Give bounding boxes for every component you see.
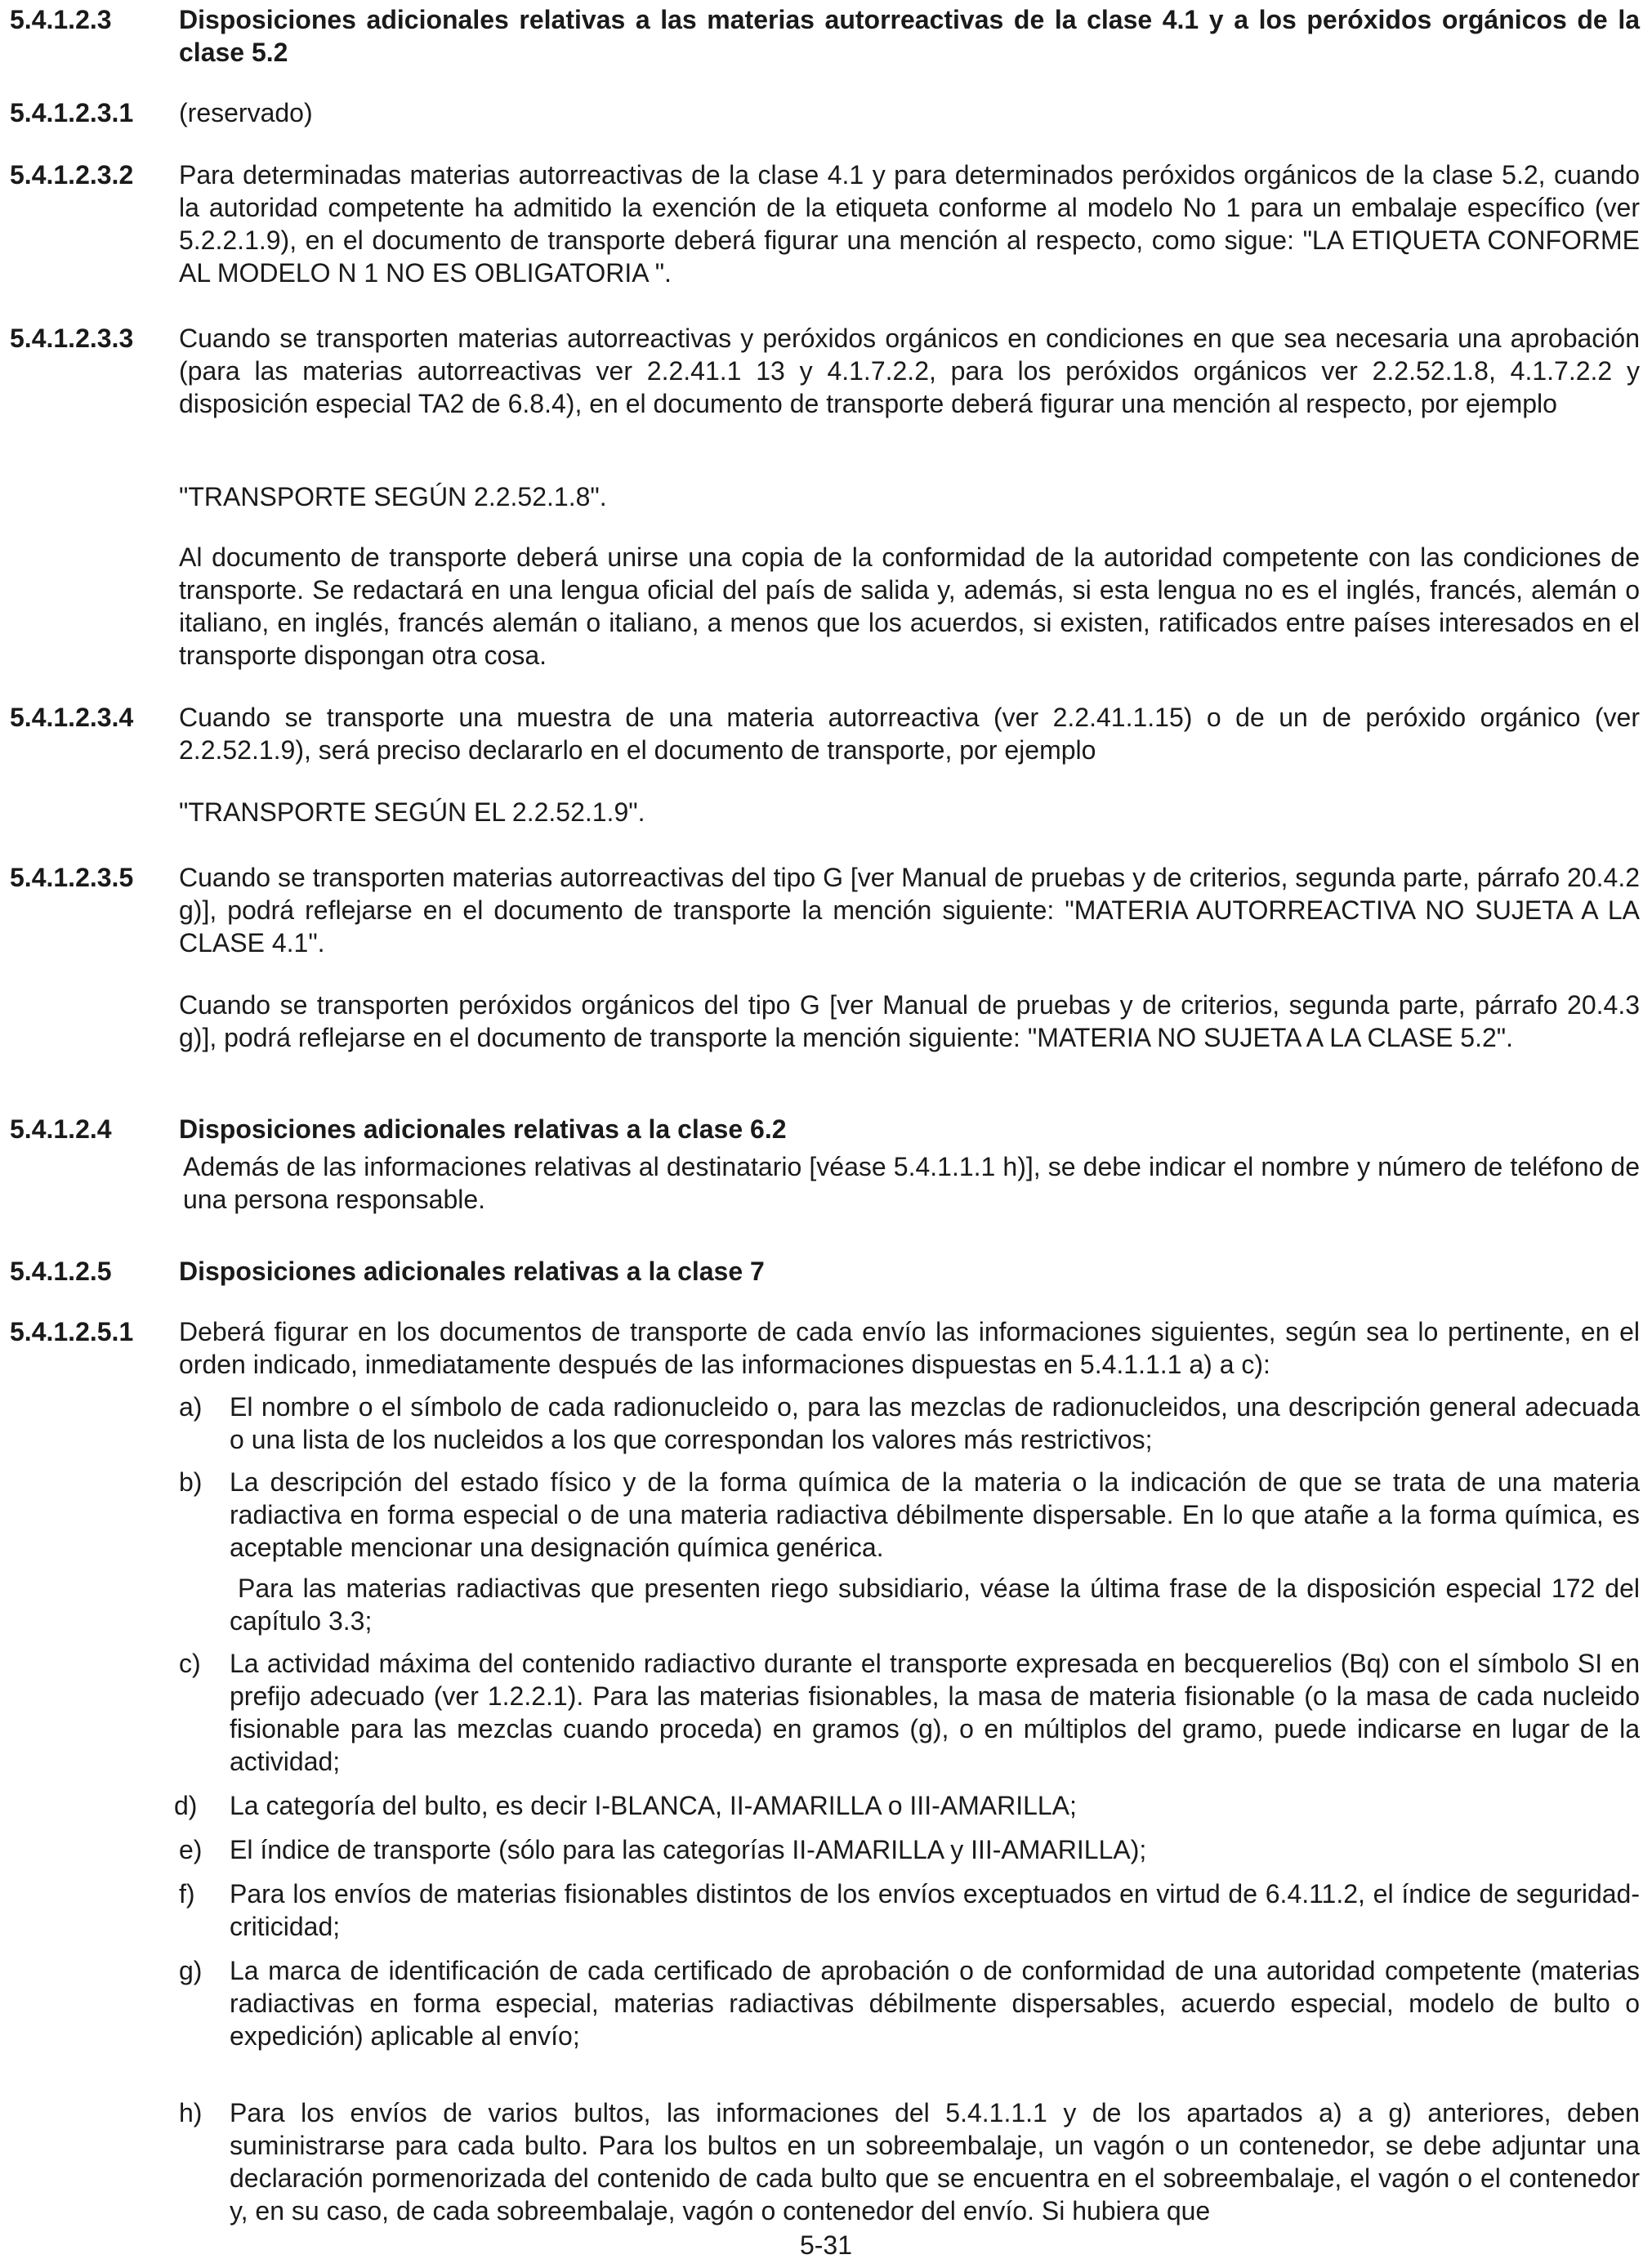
list-text-continued: Para las materias radiactivas que presenten riego subsidiario, véase la última frase de la disposición especial 172 del capítulo 3.3;: [230, 1574, 1640, 1636]
list-text: El índice de transporte (sólo para las categorías II-AMARILLA y III-AMARILLA);: [230, 1835, 1147, 1864]
section-text: Cuando se transporten materias autorreactivas del tipo G [ver Manual de pruebas y de criterios, segunda parte, párrafo 20.4.2 g)], podrá reflejarse en el documento de transporte la mención siguiente: "MATERIA AUTORREACTIVA NO SUJETA A LA CLASE 4.1".: [179, 863, 1640, 958]
section-heading: Disposiciones adicionales relativas a la clase 6.2: [179, 1114, 787, 1144]
list-text: La descripción del estado físico y de la forma química de la materia o la indicación de que se trata de una materia radiactiva en forma especial o de una materia radiactiva débilmente dispersable. En lo que atañe a la forma química, es aceptable mencionar una designación química genérica.: [230, 1467, 1640, 1562]
section-text: Para determinadas materias autorreactivas de la clase 4.1 y para determinados peróxidos orgánicos de la clase 5.2, cuando la autoridad competente ha admitido la exención de la etiqueta conforme al modelo No 1 para un embalaje específico (ver 5.2.2.1.9), en el documento de transporte deberá figurar una mención al respecto, como sigue: "LA ETIQUETA CONFORME AL MODELO N 1 NO ES OBLIGATORIA ".: [179, 160, 1640, 288]
list-text: Para los envíos de varios bultos, las informaciones del 5.4.1.1.1 y de los apartados a) a g) anteriores, deben suministrarse para cada bulto. Para los bultos en un sobreembalaje, un vagón o un contenedor, se debe adjuntar una declaración pormenorizada del contenido de cada bulto que se encuentra en el sobreembalaje, el vagón o el contenedor y, en su caso, de cada sobreembalaje, vagón o contenedor del envío. Si hubiera que: [230, 2098, 1640, 2226]
list-letter: f): [179, 1879, 195, 1909]
section-number: 5.4.1.2.3.3: [10, 324, 134, 353]
list-text: El nombre o el símbolo de cada radionucleido o, para las mezclas de radionucleidos, una descripción general adecuada o una lista de los nucleidos a los que correspondan los valores más restrictivos;: [230, 1392, 1640, 1454]
section-text: (reservado): [179, 98, 313, 127]
list-text: La categoría del bulto, es decir I-BLANCA, II-AMARILLA o III-AMARILLA;: [230, 1791, 1077, 1820]
section-text: Cuando se transporten materias autorreactivas y peróxidos orgánicos en condiciones en que sea necesaria una aprobación (para las materias autorreactivas ver 2.2.41.1 13 y 4.1.7.2.2, para los peróxidos orgánicos ver 2.2.52.1.8, 4.1.7.2.2 y disposición especial TA2 de 6.8.4), en el documento de transporte deberá figurar una mención al respecto, por ejemplo: [179, 324, 1640, 418]
section-number: 5.4.1.2.4: [10, 1114, 112, 1144]
section-number: 5.4.1.2.5: [10, 1257, 112, 1286]
list-letter: h): [179, 2098, 203, 2127]
list-text: La marca de identificación de cada certificado de aprobación o de conformidad de una autoridad competente (materias radiactivas en forma especial, materias radiactivas débilmente dispersables, acuerdo especial, modelo de bulto o expedición) aplicable al envío;: [230, 1956, 1640, 2051]
section-number: 5.4.1.2.5.1: [10, 1317, 134, 1346]
list-letter: b): [179, 1467, 203, 1497]
list-letter: c): [179, 1649, 201, 1678]
quoted-mention: "TRANSPORTE SEGÚN EL 2.2.52.1.9".: [179, 797, 645, 827]
list-letter: d): [174, 1791, 198, 1820]
section-text-continued: Al documento de transporte deberá unirse una copia de la conformidad de la autoridad competente con las condiciones de transporte. Se redactará en una lengua oficial del país de salida y, además, si esta lengua no es el inglés, francés, alemán o italiano, en inglés, francés alemán o italiano, a menos que los acuerdos, si existen, ratificados entre países interesados en el transporte dispongan otra cosa.: [179, 542, 1640, 670]
section-number: 5.4.1.2.3.5: [10, 863, 134, 892]
section-number: 5.4.1.2.3.2: [10, 160, 134, 190]
list-letter: g): [179, 1956, 203, 1985]
section-heading: Disposiciones adicionales relativas a las materias autorreactivas de la clase 4.1 y a los peróxidos orgánicos de la clase 5.2: [179, 5, 1640, 67]
list-text: Para los envíos de materias fisionables distintos de los envíos exceptuados en virtud de 6.4.11.2, el índice de seguridad-criticidad;: [230, 1879, 1640, 1941]
section-number: 5.4.1.2.3.4: [10, 703, 134, 732]
list-letter: e): [179, 1835, 203, 1864]
section-text-continued: Cuando se transporten peróxidos orgánicos del tipo G [ver Manual de pruebas y de criterios, segunda parte, párrafo 20.4.3 g)], podrá reflejarse en el documento de transporte la mención siguiente: "MATERIA NO SUJETA A LA CLASE 5.2".: [179, 990, 1640, 1052]
list-text: La actividad máxima del contenido radiactivo durante el transporte expresada en becquerelios (Bq) con el símbolo SI en prefijo adecuado (ver 1.2.2.1). Para las materias fisionables, la masa de materia fisionable (o la masa de cada nucleido fisionable para las mezclas cuando proceda) en gramos (g), o en múltiplos del gramo, puede indicarse en lugar de la actividad;: [230, 1649, 1640, 1776]
page-number: 5-31: [799, 2230, 853, 2260]
section-text: Además de las informaciones relativas al destinatario [véase 5.4.1.1.1 h)], se debe indicar el nombre y número de teléfono de una persona responsable.: [183, 1152, 1640, 1214]
quoted-mention: "TRANSPORTE SEGÚN 2.2.52.1.8".: [179, 482, 607, 511]
section-number: 5.4.1.2.3.1: [10, 98, 134, 127]
section-number: 5.4.1.2.3: [10, 5, 112, 34]
section-text: Cuando se transporte una muestra de una materia autorreactiva (ver 2.2.41.1.15) o de un de peróxido orgánico (ver 2.2.52.1.9), será preciso declararlo en el documento de transporte, por ejemplo: [179, 703, 1640, 765]
list-letter: a): [179, 1392, 203, 1422]
section-heading: Disposiciones adicionales relativas a la clase 7: [179, 1257, 765, 1286]
section-text: Deberá figurar en los documentos de transporte de cada envío las informaciones siguientes, según sea lo pertinente, en el orden indicado, inmediatamente después de las informaciones dispuestas en 5.4.1.1.1 a) a c):: [179, 1317, 1640, 1379]
